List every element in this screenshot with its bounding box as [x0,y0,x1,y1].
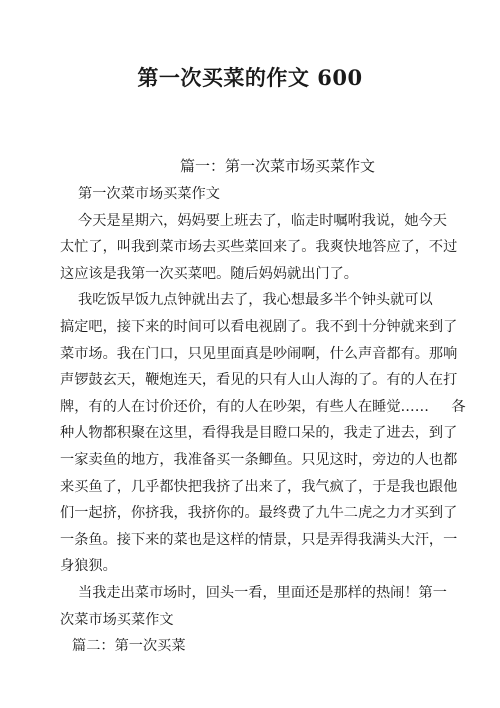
text-line: 声锣鼓玄天，鞭炮连天，看见的只有人山人海的了。有的人在打 [60,372,458,389]
text-line: 搞定吧，接下来的时间可以看电视剧了。我不到十分钟就来到了 [60,318,458,335]
text-line: 当我走出菜市场时，回头一看，里面还是那样的热闹！第一 [78,584,447,601]
essay-body [60,181,466,660]
text-line: 牌，有的人在讨价还价，有的人在吵架，有些人在睡觉…… 各 [60,398,466,415]
text-line: 身狼狈。 [60,558,117,575]
section-heading: 篇一：第一次菜市场买菜作文 [180,157,376,175]
document-title: 第一次买菜的作文 600 [137,65,363,90]
text-line: 这应该是我第一次买菜吧。随后妈妈就出门了。 [60,265,358,282]
text-line: 一条鱼。接下来的菜也是这样的情景，只是弄得我满头大汗，一 [60,531,458,548]
text-line: 来买鱼了，几乎都快把我挤了出来了，我气疯了，于是我也跟他 [60,478,458,495]
text-line: 次菜市场买菜作文 [60,611,174,628]
text-line: 太忙了，叫我到菜市场去买些菜回来了。我爽快地答应了，不过 [60,239,458,256]
text-line: 第一次菜市场买菜作文 [78,186,220,202]
text-line: 篇二：第一次买菜 [72,638,186,655]
text-line: 菜市场。我在门口，只见里面真是吵闹啊，什么声音都有。那响 [60,345,458,362]
text-line: 们一起挤，你挤我，我挤你的。最终费了九牛二虎之力才买到了 [60,505,458,522]
text-line: 今天是星期六，妈妈要上班去了，临走时嘱咐我说，她今天 [78,212,447,229]
text-line: 一家卖鱼的地方，我准备买一条鲫鱼。只见这时，旁边的人也都 [60,451,458,468]
text-line: 种人物都积聚在这里，看得我是目瞪口呆的，我走了进去，到了 [60,425,458,442]
text-line: 我吃饭早饭九点钟就出去了，我心想最多半个钟头就可以 [78,292,433,309]
